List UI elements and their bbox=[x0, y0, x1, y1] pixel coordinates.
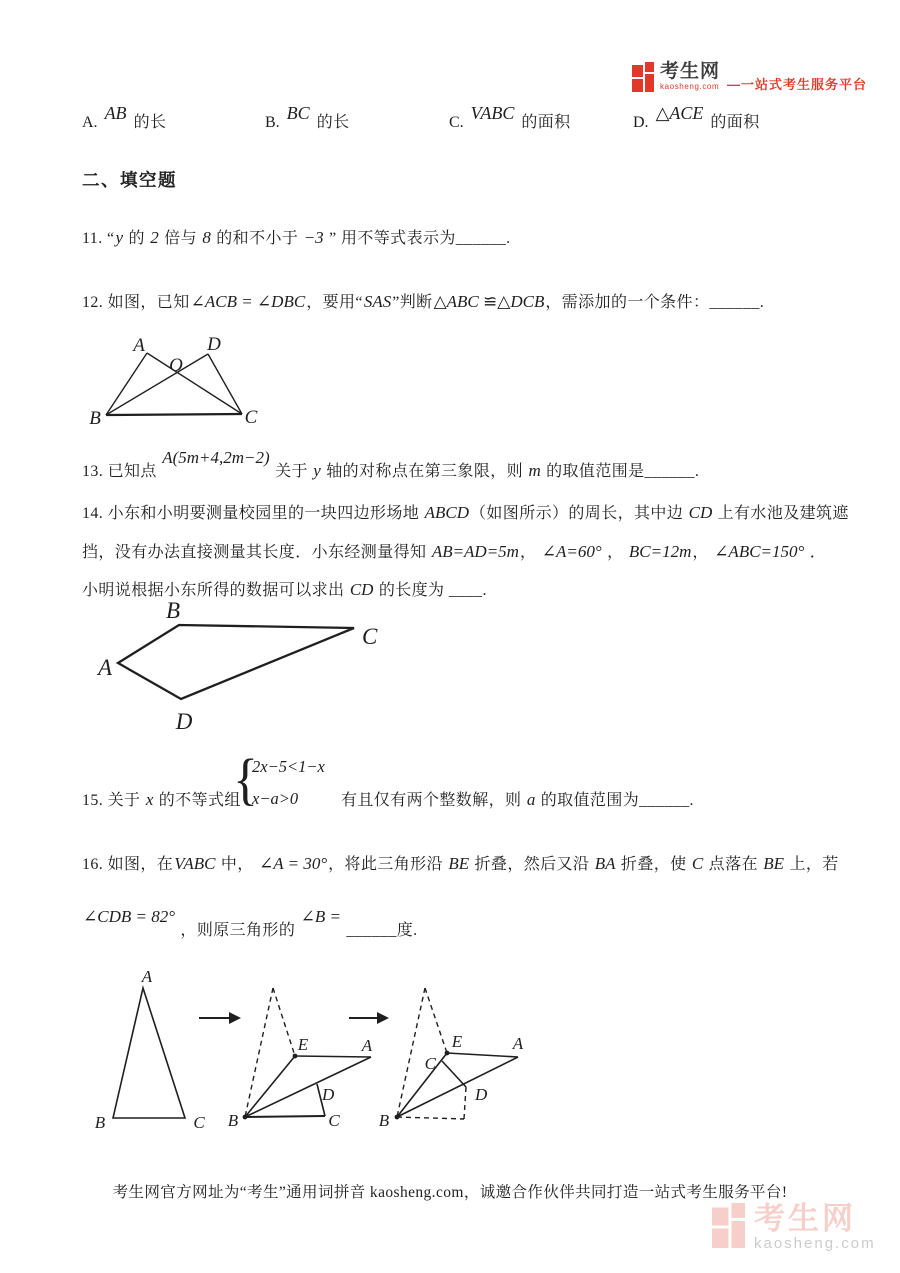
option-c-math: VABC bbox=[470, 103, 515, 123]
option-c-label: C. bbox=[449, 114, 464, 131]
fig16b-point-B bbox=[243, 1115, 248, 1120]
fig16b-dashed-apex-E bbox=[273, 988, 295, 1056]
option-a bbox=[82, 103, 167, 132]
option-d bbox=[633, 103, 760, 132]
fig12-label-A: A bbox=[133, 335, 145, 356]
section-title: 二、填空题 bbox=[82, 170, 177, 190]
kaosheng-watermark bbox=[712, 1203, 876, 1253]
fig16c-point-B bbox=[395, 1115, 400, 1120]
fig16a-label-C: C bbox=[193, 1113, 205, 1132]
fig12-label-C: C bbox=[244, 407, 258, 428]
fig16b-edge-BC bbox=[245, 1116, 325, 1117]
fig14-label-A: A bbox=[97, 655, 112, 680]
kaosheng-logo bbox=[632, 62, 867, 93]
fig16a-label-A: A bbox=[141, 967, 153, 986]
brand-tagline: —一站式考生服务平台 bbox=[727, 77, 868, 92]
kaosheng-logo-icon bbox=[632, 62, 656, 93]
inequality-line-1: 2x−5<1−x bbox=[252, 757, 325, 776]
option-d-math: △ACE bbox=[655, 103, 704, 123]
question-14-line2: 挡，没有办法直接测量其长度．小东经测量得知 AB=AD=5m， ∠A=60° ， BC=12m， ∠ABC=150° ． bbox=[82, 542, 827, 561]
fig16c-point-E bbox=[445, 1051, 450, 1056]
fig14-label-B: B bbox=[165, 598, 181, 623]
inequality-line-2: x−a>0 bbox=[252, 789, 299, 808]
fig16c-edge-CD bbox=[442, 1061, 466, 1087]
arrow-right-icon bbox=[199, 1012, 241, 1024]
fig16b-dashed-edges bbox=[245, 988, 295, 1117]
fig16c-label-E: E bbox=[451, 1032, 463, 1051]
brand-text bbox=[660, 62, 720, 91]
fig16b-label-E: E bbox=[297, 1035, 309, 1054]
fig12-edge-DC bbox=[208, 354, 242, 414]
fig14-label-C: C bbox=[362, 624, 378, 649]
fig16b-label-D: D bbox=[322, 1085, 335, 1104]
option-a-text: 的长 bbox=[133, 114, 167, 131]
question-14-line3: 小明说根据小东所得的数据可以求出 CD 的长度为 ____. bbox=[82, 580, 487, 599]
fig16c-label-C: C bbox=[424, 1054, 436, 1073]
option-b-label: B. bbox=[265, 114, 280, 131]
fig16b-dashed-apex-B bbox=[245, 988, 273, 1117]
fig16c-dashed-oldC-D bbox=[464, 1087, 466, 1119]
fig14-quadrilateral bbox=[118, 625, 354, 699]
option-b bbox=[265, 103, 350, 132]
fig16b-label-A: A bbox=[361, 1036, 373, 1055]
fig16b-edge-BA bbox=[245, 1057, 371, 1117]
question-12: 12. 如图，已知∠ACB = ∠DBC，要用“SAS”判断△ABC ≌△DCB，需添加的一个条件：______. bbox=[82, 292, 765, 311]
watermark-text bbox=[754, 1203, 876, 1253]
fig16b-point-E bbox=[293, 1054, 298, 1059]
fig12-label-B: B bbox=[89, 408, 101, 429]
fig16c-edge-EA bbox=[447, 1053, 518, 1057]
option-b-math: BC bbox=[286, 103, 310, 123]
kaosheng-watermark-icon bbox=[712, 1203, 748, 1250]
fig12-label-O: O bbox=[169, 355, 183, 376]
fig16b-edge-BE bbox=[245, 1056, 295, 1117]
inequality-brace: { bbox=[233, 749, 258, 812]
option-c bbox=[449, 103, 571, 132]
question-16-line1: 16. 如图，在VABC 中， ∠A = 30°，将此三角形沿 BE 折叠，然后又沿 BA 折叠，使 C 点落在 BE 上，若 bbox=[82, 854, 839, 873]
fig16c-solid-edges bbox=[397, 1053, 518, 1117]
fig16c-label-B: B bbox=[378, 1111, 390, 1130]
question-11: 11. “y 的 2 倍与 8 的和不小于 −3 ” 用不等式表示为______. bbox=[82, 228, 511, 247]
brand-domain: kaosheng.com bbox=[660, 82, 720, 91]
footer-text: 考生网官方网址为“考生”通用词拼音 kaosheng.com，诚邀合作伙伴共同打造一站式考生服务平台! bbox=[112, 1184, 788, 1201]
option-d-label: D. bbox=[633, 114, 649, 131]
option-c-text: 的面积 bbox=[521, 114, 571, 131]
question-15-prefix: 15. 关于 x 的不等式组 bbox=[82, 790, 241, 809]
question-13: 13. 已知点 A(5m+4,2m−2) 关于 y 轴的对称点在第三象限，则 m 的取值范围是______. bbox=[82, 448, 700, 480]
fig16a-triangle bbox=[113, 988, 185, 1118]
option-b-text: 的长 bbox=[316, 114, 350, 131]
fig16a-label-B: B bbox=[94, 1113, 106, 1132]
fig16c-dashed-apex-B bbox=[397, 988, 425, 1117]
figure-q16 bbox=[85, 956, 545, 1140]
fig12-edge-BD bbox=[106, 354, 208, 415]
watermark-domain: kaosheng.com bbox=[754, 1235, 876, 1252]
arrow2-head bbox=[377, 1012, 389, 1024]
fig16b-label-C: C bbox=[328, 1111, 340, 1130]
brand-name: 考生网 bbox=[660, 61, 721, 82]
fig16-diagram-1 bbox=[95, 967, 206, 1132]
figure-q12 bbox=[85, 331, 290, 435]
fig16-diagram-2 bbox=[228, 988, 373, 1130]
arrow-right-icon bbox=[349, 1012, 389, 1024]
fig12-label-D: D bbox=[207, 334, 221, 355]
option-d-text: 的面积 bbox=[710, 114, 760, 131]
option-a-math: AB bbox=[104, 103, 127, 123]
fig16c-edge-BA bbox=[397, 1057, 518, 1117]
question-14-line1: 14. 小东和小明要测量校园里的一块四边形场地 ABCD（如图所示）的周长，其中边 CD 上有水池及建筑遮 bbox=[82, 503, 849, 522]
figure-q14 bbox=[85, 598, 395, 738]
fig16c-label-D: D bbox=[475, 1085, 488, 1104]
fig16c-label-A: A bbox=[512, 1034, 524, 1053]
fig14-label-D: D bbox=[175, 709, 193, 734]
fig12-edge-BC bbox=[106, 414, 242, 415]
option-a-label: A. bbox=[82, 114, 98, 131]
question-16-line2: ∠CDB = 82° ，则原三角形的 ∠B = ______度. bbox=[83, 907, 418, 939]
fig16-diagram-3 bbox=[379, 988, 524, 1130]
question-15-suffix: 有且仅有两个整数解，则 a 的取值范围为______. bbox=[341, 790, 694, 809]
fig16c-dashed-apex-E bbox=[425, 988, 447, 1053]
fig12-edge-BA bbox=[106, 353, 147, 415]
watermark-name: 考生网 bbox=[754, 1201, 856, 1236]
fig16b-solid-edges bbox=[245, 1056, 371, 1117]
fig16c-dashed-B-oldC bbox=[397, 1117, 464, 1119]
arrow1-head bbox=[229, 1012, 241, 1024]
fig16b-edge-EA bbox=[295, 1056, 371, 1057]
fig16b-label-B: B bbox=[227, 1111, 239, 1130]
